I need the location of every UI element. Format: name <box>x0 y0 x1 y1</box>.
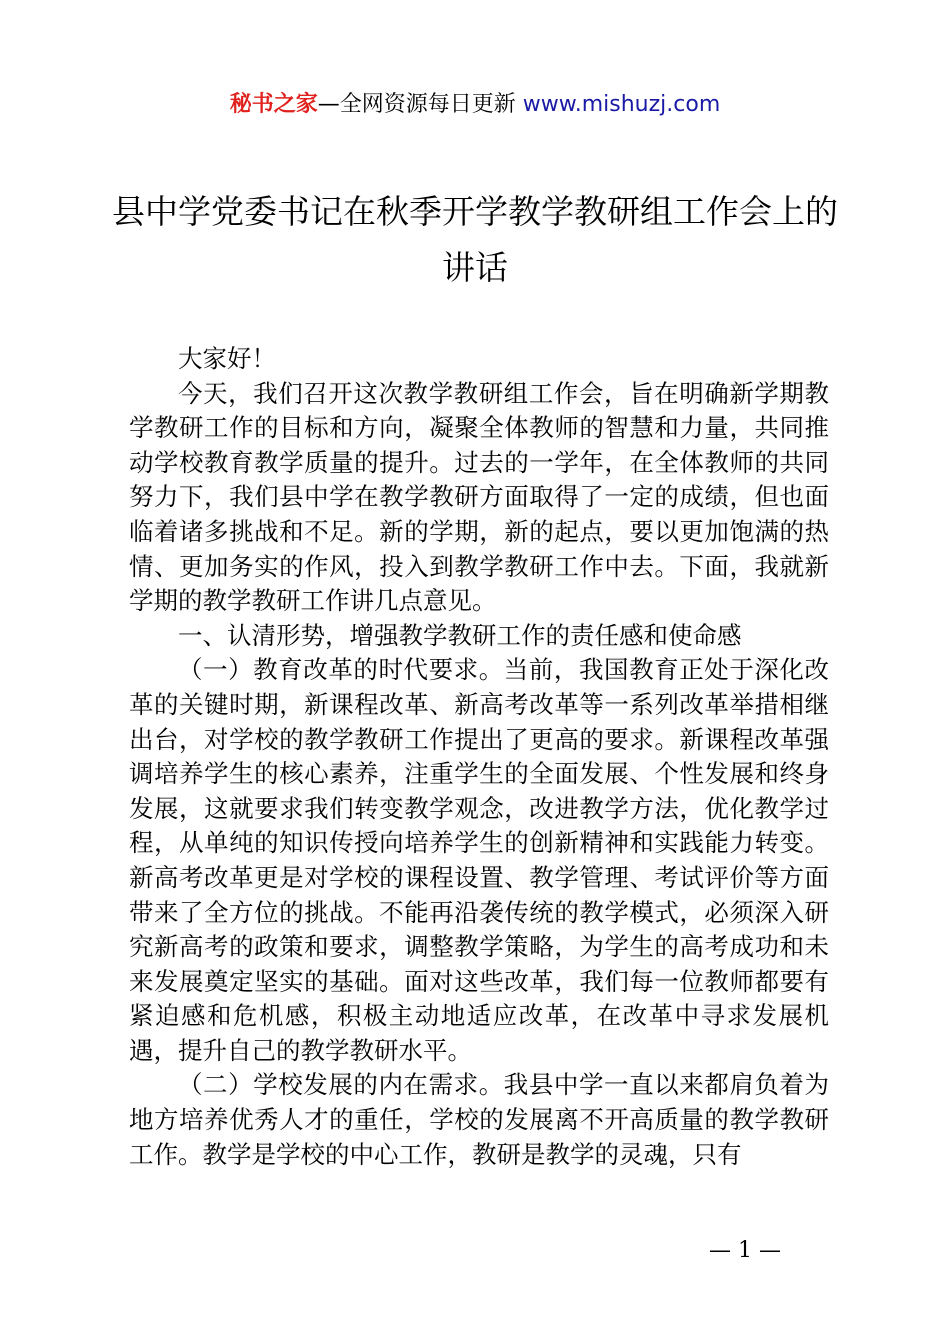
greeting-paragraph: 大家好！ <box>178 344 276 373</box>
subsection-1-paragraph: （一）教育改革的时代要求。当前，我国教育正处于深化改革的关键时期，新课程改革、新高考改革等一系列改革举措相继出台，对学校的教学教研工作提出了更高的要求。新课程改革强调培养学生的核心素养，注重学生的全面发展、个性发展和终身发展，这就要求我们转变教学观念，改进教学方法，优化教学过程，从单纯的知识传授向培养学生的创新精神和实践能力转变。新高考改革更是对学校的课程设置、教学管理、考试评价等方面带来了全方位的挑战。不能再沿袭传统的教学模式，必须深入研究新高考的政策和要求，调整教学策略，为学生的高考成功和未来发展奠定坚实的基础。面对这些改革，我们每一位教师都要有紧迫感和危机感，积极主动地适应改革，在改革中寻求发展机遇，提升自己的教学教研水平。 <box>129 655 829 1065</box>
document-body <box>129 342 829 1172</box>
site-url-link[interactable]: www.mishuzj.com <box>522 92 721 117</box>
intro-paragraph: 今天，我们召开这次教学教研组工作会，旨在明确新学期教学教研工作的目标和方向，凝聚全体教师的智慧和力量，共同推动学校教育教学质量的提升。过去的一学年，在全体教师的共同努力下，我们县中学在教学教研方面取得了一定的成绩，但也面临着诸多挑战和不足。新的学期，新的起点，要以更加饱满的热情、更加务实的作风，投入到教学教研工作中去。下面，我就新学期的教学教研工作讲几点意见。 <box>129 378 829 616</box>
section-heading-1: 一、认清形势，增强教学教研工作的责任感和使命感 <box>178 620 742 650</box>
page-number: — 1 — <box>709 1238 781 1263</box>
site-header-banner <box>0 88 950 122</box>
brand-name: 秘书之家 <box>229 92 318 117</box>
subsection-2-paragraph: （二）学校发展的内在需求。我县中学一直以来都肩负着为地方培养优秀人才的重任，学校的发展离不开高质量的教学教研工作。教学是学校的中心工作，教研是教学的灵魂，只有 <box>129 1070 829 1169</box>
header-tagline: —全网资源每日更新 <box>317 92 523 117</box>
document-title: 县中学党委书记在秋季开学教学教研组工作会上的讲话 <box>112 192 838 287</box>
